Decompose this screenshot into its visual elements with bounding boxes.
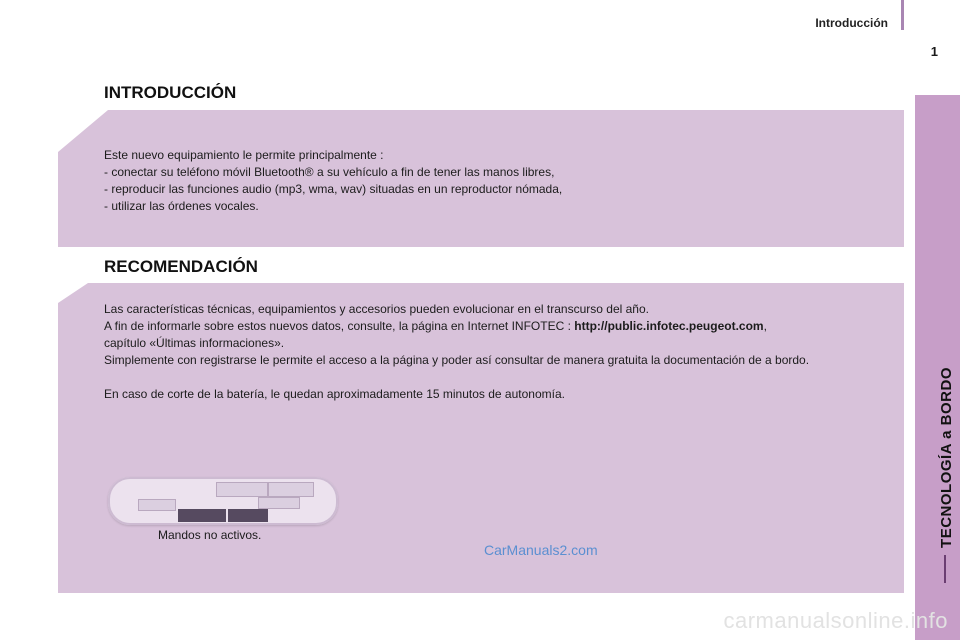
- side-tab-label: TECNOLOGÍA a BORDO: [938, 367, 955, 548]
- link-prefix: A fin de informarle sobre estos nuevos datos, consulte, la página en Internet INFOTEC :: [104, 319, 575, 333]
- device-button: [258, 497, 300, 509]
- device-button: [216, 482, 268, 497]
- device-button: [138, 499, 176, 511]
- recommendation-line: En caso de corte de la batería, le quedan aproximadamente 15 minutos de autonomía.: [104, 387, 565, 401]
- intro-text: [104, 147, 864, 215]
- intro-line: - utilizar las órdenes vocales.: [104, 199, 259, 213]
- recommendation-line: Las características técnicas, equipamientos y accesorios pueden evolucionar en el transcurso del año.: [104, 302, 649, 316]
- page-number: 1: [930, 44, 938, 59]
- device-button: [268, 482, 314, 497]
- recommendation-line: capítulo «Últimas informaciones».: [104, 336, 285, 350]
- device-button-dark: [178, 509, 226, 522]
- section-title-introduction: INTRODUCCIÓN: [104, 83, 237, 102]
- section-title-recommendation: RECOMENDACIÓN: [104, 257, 258, 276]
- control-unit-image: [108, 477, 338, 525]
- header-title: Introducción: [815, 16, 888, 30]
- side-tab-marker: [944, 555, 946, 583]
- intro-line: Este nuevo equipamiento le permite principalmente :: [104, 148, 384, 162]
- recommendation-line: Simplemente con registrarse le permite el acceso a la página y poder así consultar de manera gratuita la documentación de a bordo.: [104, 353, 810, 367]
- center-watermark: CarManuals2.com: [484, 542, 598, 558]
- recommendation-line: [104, 318, 864, 335]
- infotec-link[interactable]: http://public.infotec.peugeot.com: [574, 319, 764, 333]
- device-button-dark: [228, 509, 268, 522]
- link-suffix: ,: [763, 319, 767, 333]
- intro-line: - reproducir las funciones audio (mp3, wma, wav) situadas en un reproductor nómada,: [104, 182, 563, 196]
- figure-caption: Mandos no activos.: [158, 528, 262, 542]
- header-divider: [901, 0, 904, 30]
- recommendation-text: [104, 301, 864, 403]
- side-tab: [915, 95, 960, 640]
- intro-line: - conectar su teléfono móvil Bluetooth® a su vehículo a fin de tener las manos libres,: [104, 165, 555, 179]
- footer-watermark: carmanualsonline.info: [723, 608, 948, 633]
